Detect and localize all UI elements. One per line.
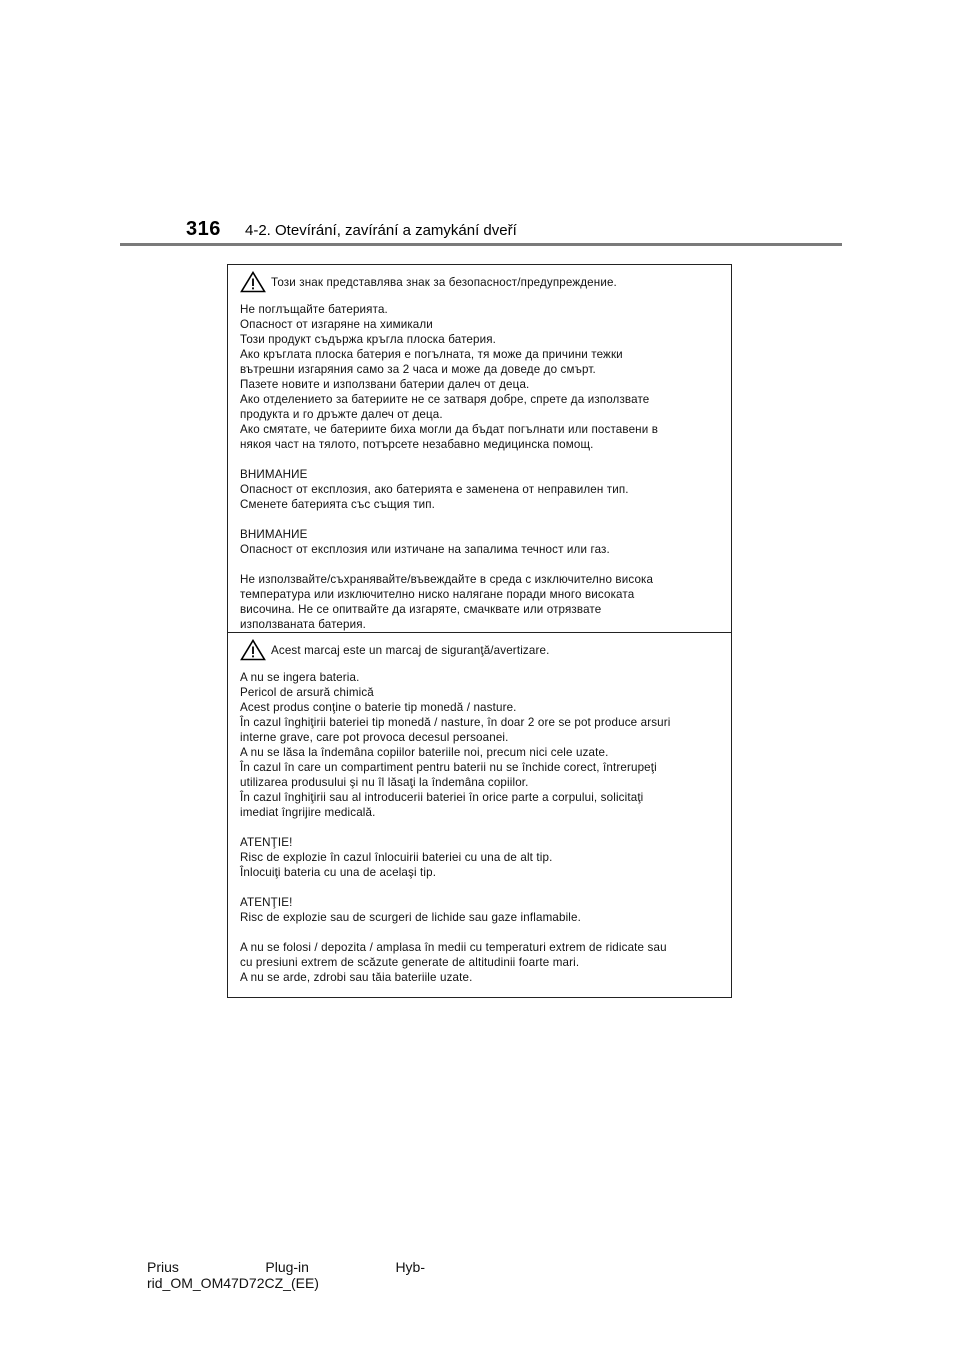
- romanian-warning-block: [228, 632, 731, 998]
- text-line: температура или изключително ниско налягане поради много високата: [240, 588, 635, 601]
- paragraph: [240, 302, 721, 452]
- header-rule: [120, 243, 842, 246]
- battery-warning-label: [227, 264, 732, 998]
- text-line: cu presiuni extrem de scăzute generate de altitudinii foarte mari.: [240, 956, 580, 969]
- warning-heading-row: [240, 271, 721, 293]
- text-line: În cazul înghiţirii bateriei tip monedă / nasture, în doar 2 ore se pot produce arsuri: [240, 716, 671, 729]
- text-line: Acest produs conţine o baterie tip monedă / nasture.: [240, 701, 517, 714]
- text-line: A nu se ingera bateria.: [240, 671, 360, 684]
- text-line: ВНИМАНИЕ: [240, 528, 308, 541]
- text-line: Опасност от изгаряне на химикали: [240, 318, 433, 331]
- text-line: În cazul în care un compartiment pentru baterii nu se închide corect, întrerupeţi: [240, 761, 657, 774]
- paragraph: [240, 895, 721, 925]
- paragraph: [240, 940, 721, 985]
- text-line: Не поглъщайте батерията.: [240, 303, 388, 316]
- paragraph: [240, 527, 721, 557]
- text-line: ATENŢIE!: [240, 836, 293, 849]
- text-line: Ако кръглата плоска батерия е погълната, тя може да причини тежки: [240, 348, 623, 361]
- warning-triangle-icon: [240, 639, 266, 661]
- footer-word: Plug-in: [265, 1259, 309, 1275]
- text-line: Ако отделението за батериите не се затваря добре, спрете да използвате: [240, 393, 650, 406]
- warning-heading-row: [240, 639, 721, 661]
- paragraph: [240, 670, 721, 820]
- text-line: În cazul înghiţirii sau al introducerii bateriei în orice parte a corpului, solicitaţi: [240, 791, 644, 804]
- warning-heading-text: Acest marcaj este un marcaj de siguranţă/avertizare.: [271, 643, 550, 657]
- page-number: 316: [186, 218, 221, 240]
- bulgarian-warning-block: [228, 265, 731, 631]
- text-line: utilizarea produsului şi nu îl lăsaţi la îndemâna copiilor.: [240, 776, 529, 789]
- paragraph: [240, 572, 721, 632]
- text-line: A nu se lăsa la îndemâna copiilor bateriile noi, precum nici cele uzate.: [240, 746, 609, 759]
- paragraph: [240, 835, 721, 880]
- text-line: imediat îngrijire medicală.: [240, 806, 376, 819]
- text-line: Risc de explozie în cazul înlocuirii bateriei cu una de alt tip.: [240, 851, 553, 864]
- text-line: A nu se arde, zdrobi sau tăia bateriile uzate.: [240, 971, 473, 984]
- text-line: A nu se folosi / depozita / amplasa în medii cu temperaturi extrem de ridicate sau: [240, 941, 667, 954]
- text-line: Înlocuiţi bateria cu una de acelaşi tip.: [240, 866, 437, 879]
- text-line: Pericol de arsură chimică: [240, 686, 374, 699]
- document-footer: [147, 1259, 437, 1291]
- text-line: Не използвайте/съхранявайте/въвеждайте в среда с изключително висока: [240, 573, 654, 586]
- footer-word: Prius: [147, 1259, 179, 1275]
- paragraph: [240, 467, 721, 512]
- text-line: Опасност от експлозия или изтичане на запалима течност или газ.: [240, 543, 610, 556]
- text-line: Опасност от експлозия, ако батерията е заменена от неправилен тип.: [240, 483, 629, 496]
- text-line: Сменете батерията със същия тип.: [240, 498, 436, 511]
- text-line: височина. Не се опитвайте да изгаряте, смачквате или отрязвате: [240, 603, 602, 616]
- footer-line-1: [147, 1259, 425, 1275]
- text-line: ВНИМАНИЕ: [240, 468, 308, 481]
- text-line: някоя част на тялото, потърсете незабавно медицинска помощ.: [240, 438, 594, 451]
- text-line: Този продукт съдържа кръгла плоска батерия.: [240, 333, 497, 346]
- footer-line-2: rid_OM_OM47D72CZ_(EE): [147, 1275, 319, 1291]
- text-line: ATENŢIE!: [240, 896, 293, 909]
- text-line: използваната батерия.: [240, 618, 367, 631]
- warning-heading-text: Този знак представлява знак за безопасност/предупреждение.: [271, 275, 617, 289]
- text-line: Risc de explozie sau de scurgeri de lichide sau gaze inflamabile.: [240, 911, 581, 924]
- text-line: interne grave, care pot provoca decesul persoanei.: [240, 731, 509, 744]
- text-line: вътрешни изгаряния само за 2 часа и може да доведе до смърт.: [240, 363, 596, 376]
- warning-triangle-icon: [240, 271, 266, 293]
- section-title: 4-2. Otevírání, zavírání a zamykání dveří: [245, 222, 517, 239]
- text-line: Ако смятате, че батериите биха могли да бъдат погълнати или поставени в: [240, 423, 659, 436]
- text-line: Пазете новите и използвани батерии далеч от деца.: [240, 378, 530, 391]
- footer-word: Hyb-: [395, 1259, 425, 1275]
- text-line: продукта и го дръжте далеч от деца.: [240, 408, 443, 421]
